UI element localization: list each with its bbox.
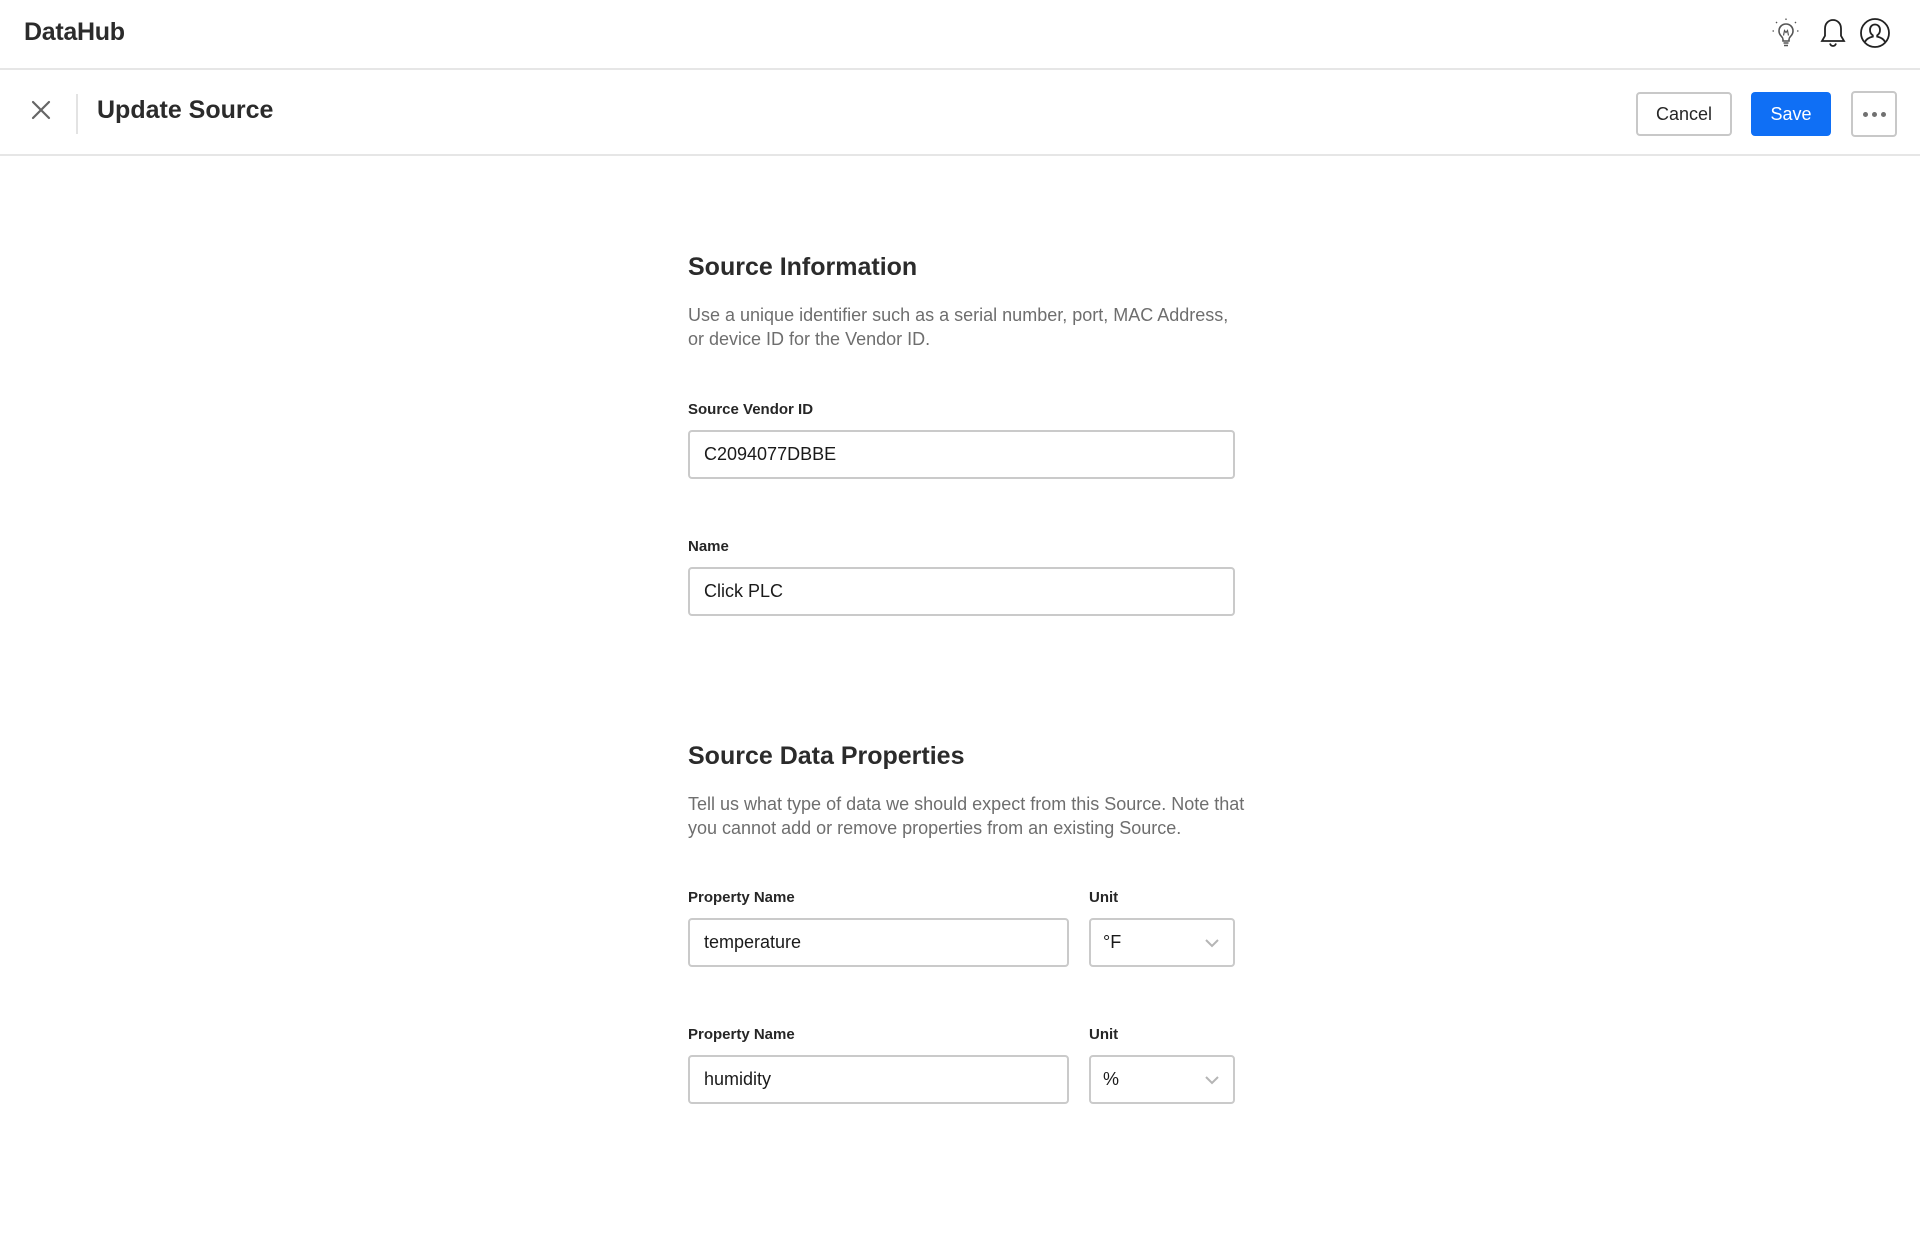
name-input[interactable] bbox=[688, 567, 1235, 616]
close-icon bbox=[30, 99, 52, 126]
property-name-label: Property Name bbox=[688, 889, 795, 906]
bell-icon[interactable] bbox=[1816, 16, 1850, 50]
more-options-button[interactable] bbox=[1851, 91, 1897, 137]
property-name-input[interactable] bbox=[688, 1055, 1069, 1104]
unit-label: Unit bbox=[1089, 889, 1119, 906]
vendor-id-label: Source Vendor ID bbox=[688, 401, 814, 418]
unit-select-value: % bbox=[1103, 1069, 1120, 1089]
property-name-label: Property Name bbox=[688, 1026, 795, 1043]
unit-select[interactable] bbox=[1089, 1055, 1235, 1104]
lightbulb-icon[interactable] bbox=[1769, 16, 1803, 50]
name-label: Name bbox=[688, 538, 729, 555]
unit-select[interactable] bbox=[1089, 918, 1235, 967]
page-title: Update Source bbox=[97, 96, 274, 124]
save-button[interactable]: Save bbox=[1751, 92, 1831, 136]
source-data-properties-heading: Source Data Properties bbox=[688, 742, 965, 770]
user-account-icon[interactable] bbox=[1858, 16, 1892, 50]
more-horizontal-icon bbox=[1863, 112, 1886, 117]
app-logo[interactable]: DataHub bbox=[24, 18, 125, 46]
unit-select-value: °F bbox=[1103, 932, 1122, 952]
unit-label: Unit bbox=[1089, 1026, 1119, 1043]
source-data-properties-description: Tell us what type of data we should expect from this Source. Note that you cannot add or remove properties from an existing Source. bbox=[688, 794, 1245, 838]
app-header bbox=[0, 0, 1920, 70]
source-information-heading: Source Information bbox=[688, 253, 918, 281]
page-toolbar bbox=[0, 70, 1920, 156]
source-information-description: Use a unique identifier such as a serial number, port, MAC Address, or device ID for the Vendor ID. bbox=[688, 305, 1229, 349]
close-button[interactable] bbox=[26, 97, 56, 127]
vendor-id-input[interactable] bbox=[688, 430, 1235, 479]
toolbar-divider bbox=[76, 94, 78, 134]
property-name-input[interactable] bbox=[688, 918, 1069, 967]
cancel-button[interactable]: Cancel bbox=[1636, 92, 1732, 136]
chevron-down-icon bbox=[1203, 1071, 1221, 1089]
chevron-down-icon bbox=[1203, 934, 1221, 952]
